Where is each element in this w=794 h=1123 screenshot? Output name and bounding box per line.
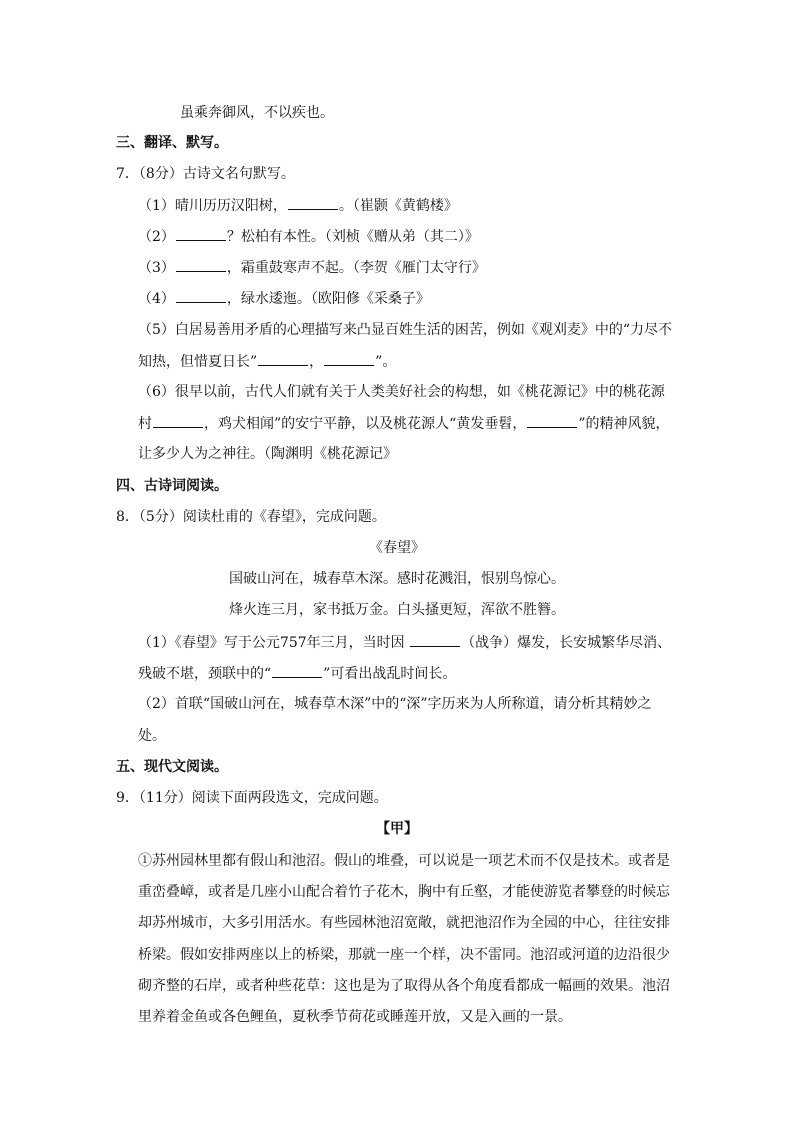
question-8-item-1-line-1	[138, 632, 671, 653]
text-segment: （3）	[138, 260, 175, 276]
text-segment: 村	[138, 416, 152, 432]
question-8-item-1-line-2	[138, 663, 456, 684]
question-7-item-5-line-1: （5）白居易善用矛盾的心理描写来凸显百姓生活的困苦，例如《观刈麦》中的“力尽不	[138, 322, 673, 338]
question-7-item-2	[138, 226, 479, 247]
passage-line-6: 里养着金鱼或各色鲤鱼，夏秋季节荷花或睡莲开放，又是入画的一景。	[138, 1009, 572, 1025]
question-8-title: 8．（5分）阅读杜甫的《春望》，完成问题。	[116, 509, 386, 525]
section-heading-5: 五、现代文阅读。	[116, 759, 228, 775]
text-segment: ”。	[375, 354, 397, 370]
answer-blank	[258, 351, 308, 366]
text-segment: ？松柏有本性。（刘桢《赠从弟（其二）》	[226, 229, 479, 245]
section-heading-3: 三、翻译、默写。	[116, 135, 228, 151]
text-segment: 知热，但惜夏日长”	[138, 354, 258, 370]
question-7-title: 7．（8分）古诗文名句默写。	[116, 166, 295, 182]
answer-blank	[288, 195, 338, 210]
poem-line-1: 国破山河在，城春草木深。感时花溅泪，恨别鸟惊心。	[229, 571, 565, 587]
question-8-item-2-line-2: 处。	[138, 728, 166, 744]
answer-blank	[410, 632, 460, 647]
answer-blank	[527, 413, 577, 428]
text-segment: ”可看出战乱时间长。	[323, 666, 457, 682]
text-segment: （1）晴川历历汉阳树，	[138, 198, 287, 214]
question-7-item-4	[138, 288, 430, 309]
passage-label-jia: 【甲】	[376, 821, 418, 837]
section-heading-4: 四、古诗词阅读。	[116, 478, 228, 494]
answer-blank	[153, 413, 203, 428]
text-segment: ，	[309, 354, 324, 370]
question-8-item-2-line-1: （2）首联“国破山河在，城春草木深”中的“深”字历来为人所称道，请分析其精妙之	[138, 696, 652, 712]
question-7-item-6-line-1: （6）很早以前，古代人们就有关于人类美好社会的构想，如《桃花源记》中的桃花源	[138, 384, 665, 400]
poem-title: 《春望》	[369, 540, 425, 556]
answer-blank	[176, 226, 226, 241]
text-segment: ，绿水逶迤。（欧阳修《采桑子》	[226, 291, 430, 307]
passage-line-2: 重峦叠嶂，或者是几座小山配合着竹子花木，胸中有丘壑，才能使游览者攀登的时候忘	[138, 884, 670, 900]
passage-line-3: 却苏州城市，大多引用活水。有些园林池沼宽敞，就把池沼作为全园的中心，往往安排	[138, 915, 670, 931]
question-7-item-5-line-2	[138, 351, 396, 372]
text-segment: 残破不堪，颈联中的“	[138, 666, 272, 682]
passage-line-1: ①苏州园林里都有假山和池沼。假山的堆叠，可以说是一项艺术而不仅是技术。或者是	[138, 853, 670, 869]
text-segment: （4）	[138, 291, 175, 307]
answer-blank	[176, 257, 226, 272]
question-7-item-6-line-3: 让多少人为之神往。（陶渊明《桃花源记》	[138, 446, 397, 462]
passage-line-4: 桥梁。假如安排两座以上的桥梁，那就一座一个样，决不雷同。池沼或河道的边沿很少	[138, 947, 670, 963]
text-segment: （1）《春望》写于公元757年三月，当时因	[138, 635, 405, 651]
text-segment: （战争）爆发，长安城繁华尽消、	[461, 635, 672, 651]
question-9-title: 9．（11分）阅读下面两段选文，完成问题。	[116, 790, 388, 806]
passage-line-5: 砌齐整的石岸，或者种些花草：这也是为了取得从各个角度看都成一幅画的效果。池沼	[138, 978, 670, 994]
question-7-item-6-line-2	[138, 413, 670, 434]
question-7-item-3	[138, 257, 486, 278]
text-segment: ，鸡犬相闻”的安宁平静，以及桃花源人“黄发垂髫，	[204, 416, 527, 432]
text-segment: ”的精神风貌，	[578, 416, 670, 432]
poem-line-2: 烽火连三月，家书抵万金。白头搔更短，浑欲不胜簪。	[229, 602, 565, 618]
text-segment: ，霜重鼓寒声不起。（李贺《雁门太守行》	[226, 260, 486, 276]
answer-blank	[272, 663, 322, 678]
answer-blank	[176, 288, 226, 303]
question-7-item-1	[138, 195, 458, 216]
text-segment: （2）	[138, 229, 175, 245]
text-segment: 。（崔颢《黄鹤楼》	[338, 198, 458, 214]
text-line: 虽乘奔御风，不以疾也。	[180, 105, 334, 121]
answer-blank	[324, 351, 374, 366]
